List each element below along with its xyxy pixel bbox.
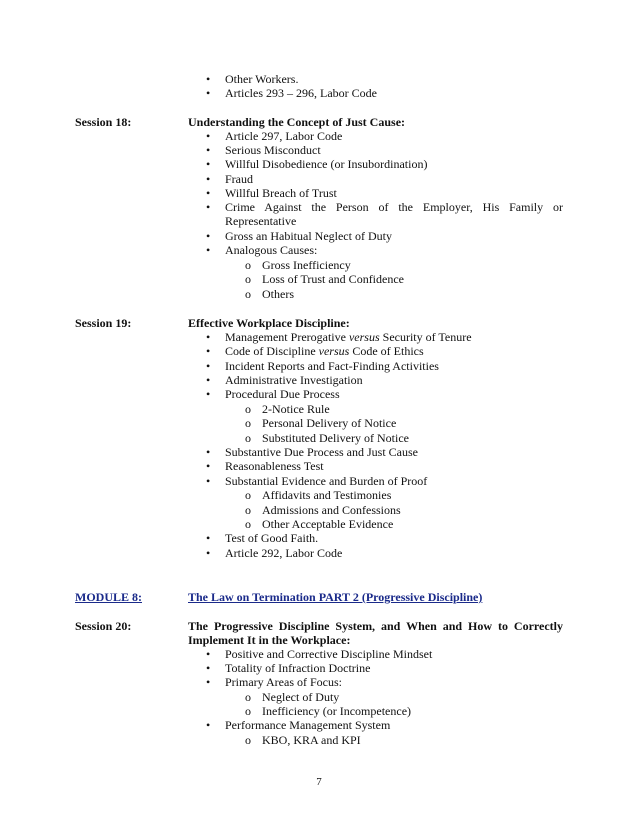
sub-bullet: o: [245, 704, 251, 718]
list-item-text: Incident Reports and Fact-Finding Activities: [225, 359, 439, 373]
sub-bullet: o: [245, 733, 251, 747]
list-item-text: Positive and Corrective Discipline Mindset: [225, 647, 433, 661]
sub-bullet: o: [245, 431, 251, 445]
bullet: •: [206, 129, 211, 143]
list-item-text: Willful Disobedience (or Insubordination): [225, 157, 428, 171]
list-item-text: Fraud: [225, 172, 253, 186]
bullet: •: [206, 330, 211, 344]
bullet: •: [206, 229, 211, 243]
sub-list-item-text: Neglect of Duty: [262, 690, 340, 704]
bullet: •: [206, 445, 211, 459]
sub-bullet: o: [245, 517, 251, 531]
bullet: •: [206, 359, 211, 373]
sub-bullet: o: [245, 272, 251, 286]
module-title: The Law on Termination PART 2 (Progressive Discipline): [188, 590, 483, 604]
bullet: •: [206, 143, 211, 157]
session-title: Effective Workplace Discipline:: [188, 316, 350, 330]
list-item-text: Article 292, Labor Code: [225, 546, 343, 560]
page-number: 7: [316, 776, 322, 788]
bullet: •: [206, 531, 211, 545]
list-item-text: Representative: [225, 214, 297, 228]
sub-list-item-text: Substituted Delivery of Notice: [262, 431, 409, 445]
bullet: •: [206, 344, 211, 358]
list-item-text: Totality of Infraction Doctrine: [225, 661, 371, 675]
bullet: •: [206, 172, 211, 186]
bullet: •: [206, 186, 211, 200]
list-item-text: Test of Good Faith.: [225, 531, 319, 545]
list-item-text: Performance Management System: [225, 718, 391, 732]
session-label: Session 20:: [75, 619, 132, 633]
sub-bullet: o: [245, 503, 251, 517]
list-item-text: Substantive Due Process and Just Cause: [225, 445, 418, 459]
sub-list-item-text: Loss of Trust and Confidence: [262, 272, 404, 286]
bullet: •: [206, 718, 211, 732]
sub-list-item-text: 2-Notice Rule: [262, 402, 330, 416]
list-item-text: Article 297, Labor Code: [225, 129, 343, 143]
bullet: •: [206, 474, 211, 488]
sub-list-item-text: Other Acceptable Evidence: [262, 517, 394, 531]
bullet: •: [206, 647, 211, 661]
sub-list-item-text: Affidavits and Testimonies: [262, 488, 392, 502]
session-title: Implement It in the Workplace:: [188, 633, 351, 647]
list-item-text: Serious Misconduct: [225, 143, 321, 157]
list-item-text: Gross an Habitual Neglect of Duty: [225, 229, 392, 243]
list-item-text: Willful Breach of Trust: [225, 186, 337, 200]
list-item-text: Analogous Causes:: [225, 243, 318, 257]
bullet: •: [206, 243, 211, 257]
bullet: •: [206, 675, 211, 689]
bullet: •: [206, 200, 211, 214]
list-item-text: Code of Discipline versus Code of Ethics: [225, 344, 424, 358]
session-label: Session 18:: [75, 115, 132, 129]
sub-bullet: o: [245, 690, 251, 704]
sub-list-item-text: Admissions and Confessions: [262, 503, 401, 517]
sub-list-item-text: Others: [262, 287, 294, 301]
bullet: •: [206, 459, 211, 473]
bullet: •: [206, 72, 211, 86]
bullet: •: [206, 546, 211, 560]
sub-bullet: o: [245, 416, 251, 430]
sub-list-item-text: KBO, KRA and KPI: [262, 733, 361, 747]
bullet: •: [206, 373, 211, 387]
sub-bullet: o: [245, 287, 251, 301]
session-label: Session 19:: [75, 316, 132, 330]
sub-bullet: o: [245, 488, 251, 502]
module-label: MODULE 8:: [75, 590, 142, 604]
sub-list-item-text: Inefficiency (or Incompetence): [262, 704, 412, 718]
bullet: •: [206, 387, 211, 401]
bullet: •: [206, 86, 211, 100]
list-item-text: Administrative Investigation: [225, 373, 363, 387]
sub-bullet: o: [245, 258, 251, 272]
list-item-text: Management Prerogative versus Security of Tenure: [225, 330, 472, 344]
session-title: The Progressive Discipline System, and When and How to Correctly: [188, 619, 563, 633]
sub-list-item-text: Gross Inefficiency: [262, 258, 351, 272]
session-title: Understanding the Concept of Just Cause:: [188, 115, 406, 129]
list-item-text: Reasonableness Test: [225, 459, 324, 473]
bullet: •: [206, 661, 211, 675]
list-item-text: Articles 293 – 296, Labor Code: [225, 86, 377, 100]
list-item-text: Substantial Evidence and Burden of Proof: [225, 474, 428, 488]
list-item-text: Primary Areas of Focus:: [225, 675, 342, 689]
sub-bullet: o: [245, 402, 251, 416]
list-item-text: Crime Against the Person of the Employer, His Family or: [225, 200, 563, 214]
list-item-text: Procedural Due Process: [225, 387, 340, 401]
bullet: •: [206, 157, 211, 171]
list-item-text: Other Workers.: [225, 72, 299, 86]
sub-list-item-text: Personal Delivery of Notice: [262, 416, 397, 430]
